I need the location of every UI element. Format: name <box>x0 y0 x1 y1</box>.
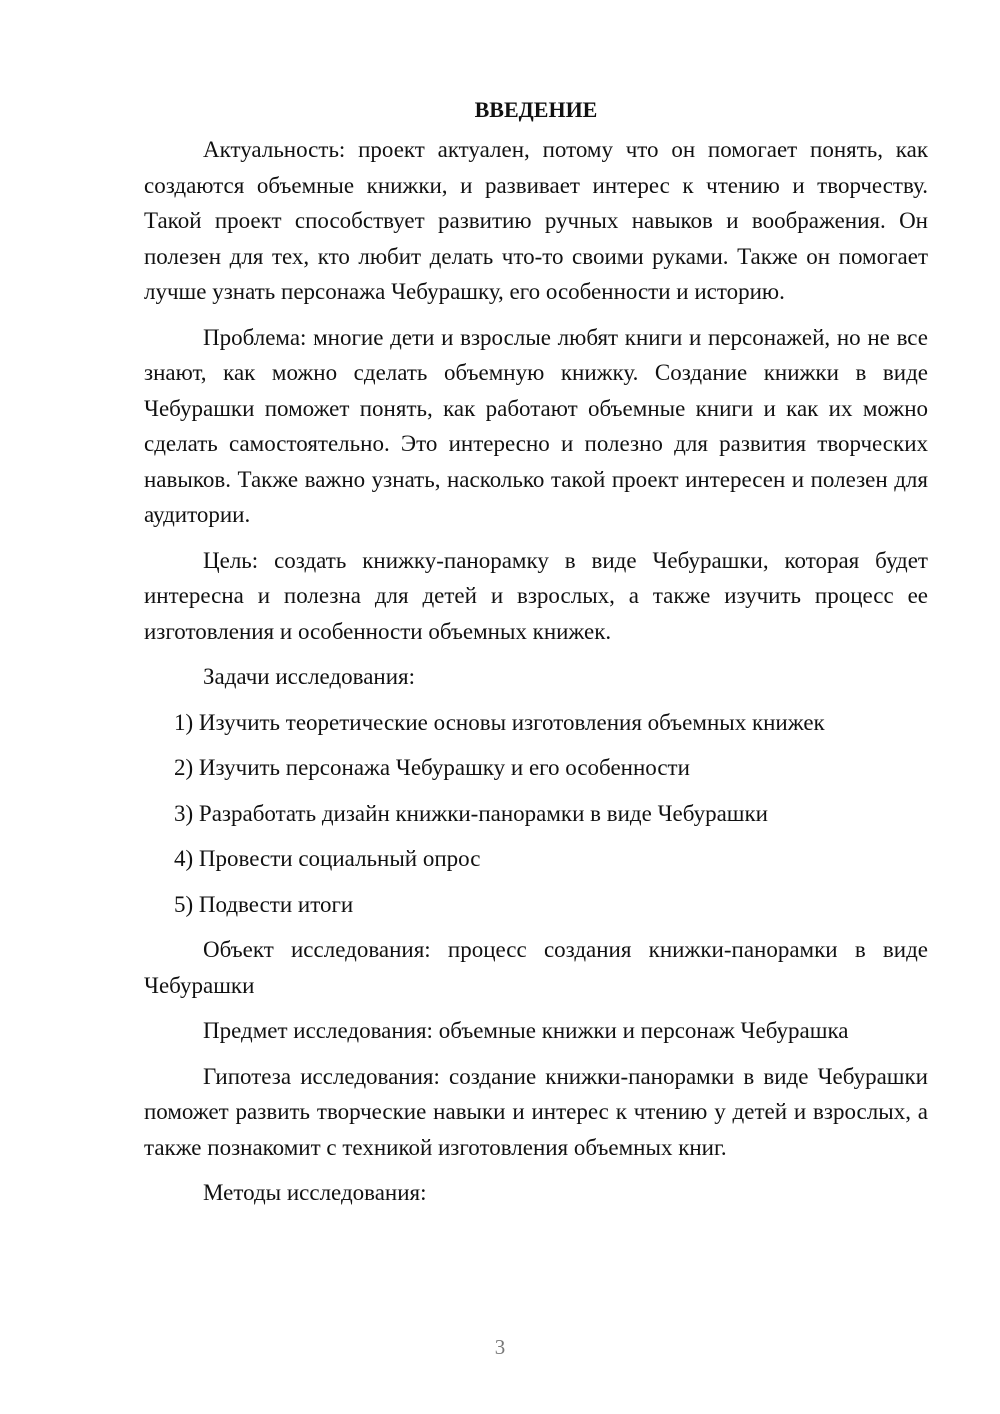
tasks-list <box>144 705 928 923</box>
task-item: 1) Изучить теоретические основы изготовления объемных книжек <box>174 709 825 735</box>
task-item: 2) Изучить персонажа Чебурашку и его особенности <box>174 755 690 780</box>
research-hypothesis: Гипотеза исследования: создание книжки-панорамки в виде Чебурашки поможет развить творческие навыки и интерес к чтению у детей и взрослых, а также познакомит с техникой изготовления объемных книг. <box>144 1063 928 1160</box>
problem-paragraph: Проблема: многие дети и взрослые любят книги и персонажей, но не все знают, как можно сделать объемную книжку. Создание книжки в виде Чебурашки поможет понять, как работают объемные книги и как их можно сделать самостоятельно. Это интересно и полезно для развития творческих навыков. Также важно узнать, насколько такой проект интересен и полезен для аудитории. <box>144 324 928 527</box>
methods-heading: Методы исследования: <box>203 1180 427 1205</box>
section-title: ВВЕДЕНИЕ <box>474 97 598 122</box>
task-item: 4) Провести социальный опрос <box>174 846 481 871</box>
research-subject: Предмет исследования: объемные книжки и персонаж Чебурашка <box>203 1018 849 1043</box>
research-object: Объект исследования: процесс создания книжки-панорамки в виде Чебурашки <box>144 937 928 998</box>
page-content <box>144 92 928 1221</box>
tasks-heading: Задачи исследования: <box>203 664 416 689</box>
goal-paragraph: Цель: создать книжку-панорамку в виде Чебурашки, которая будет интересна и полезна для детей и взрослых, а также изучить процесс ее изготовления и особенности объемных книжек. <box>144 547 928 644</box>
task-item: 5) Подвести итоги <box>174 891 354 917</box>
relevance-paragraph: Актуальность: проект актуален, потому что он помогает понять, как создаются объемные книжки, и развивает интерес к чтению и творчеству. Такой проект способствует развитию ручных навыков и воображения. Он полезен для тех, кто любит делать что-то своими руками. Также он помогает лучше узнать персонажа Чебурашку, его особенности и историю. <box>144 137 928 304</box>
page-number: 3 <box>494 1335 506 1359</box>
task-item: 3) Разработать дизайн книжки-панорамки в виде Чебурашки <box>174 800 768 826</box>
